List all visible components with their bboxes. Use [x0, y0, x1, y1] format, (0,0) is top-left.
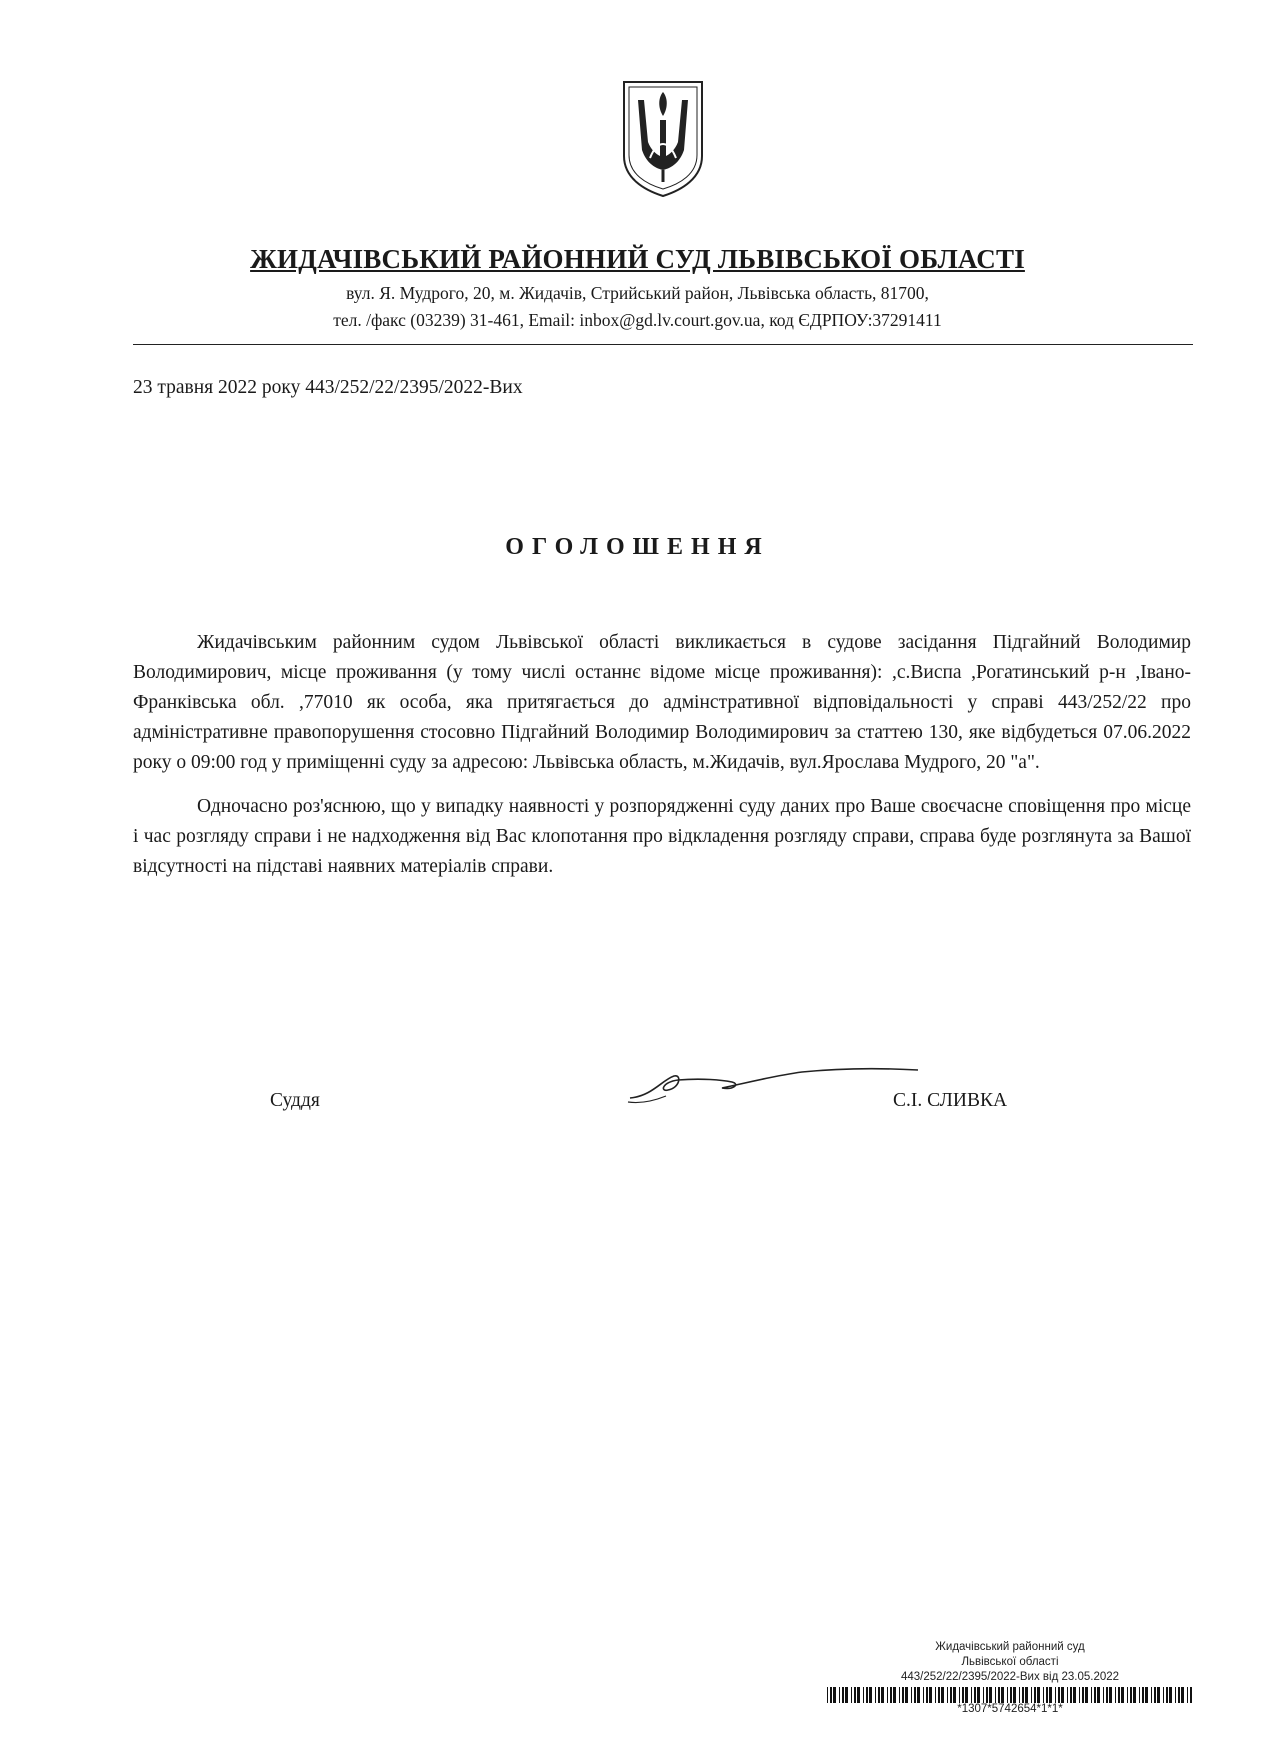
barcode-text: *1307*5742654*1*1*: [957, 1703, 1063, 1715]
judge-name: С.І. СЛИВКА: [893, 1090, 1008, 1111]
court-address: [0, 280, 1275, 334]
registration-stamp: [820, 1640, 1200, 1716]
document-date-and-number: 23 травня 2022 року 443/252/22/2395/2022-Вих: [133, 377, 523, 398]
trident-coat-of-arms-icon: [620, 78, 706, 198]
barcode-icon: [825, 1687, 1195, 1703]
judge-role-label: Суддя: [270, 1090, 320, 1111]
body-paragraph-explanation: Одночасно роз'яснюю, що у випадку наявності у розпорядженні суду даних про Ваше своєчасне сповіщення про місце і час розгляду справи і не надходження від Вас клопотання про відкладення розгляду справи, справа буде розглянута за Вашої відсутності на підставі наявних матеріалів справи.: [133, 796, 1191, 877]
handwritten-signature-icon: [622, 1058, 922, 1110]
court-address-line-1: вул. Я. Мудрого, 20, м. Жидачів, Стрийський район, Львівська область, 81700,: [346, 283, 929, 303]
court-address-line-2: тел. /факс (03239) 31-461, Email: inbox@gd.lv.court.gov.ua, код ЄДРПОУ:37291411: [333, 310, 942, 330]
header-divider: [133, 344, 1193, 345]
stamp-line-1: Жидачівський районний суд: [935, 1641, 1085, 1653]
stamp-line-2: Львівської області: [961, 1656, 1059, 1668]
stamp-line-3: 443/252/22/2395/2022-Вих від 23.05.2022: [900, 1671, 1120, 1683]
court-name: ЖИДАЧІВСЬКИЙ РАЙОННИЙ СУД ЛЬВІВСЬКОЇ ОБЛАСТІ: [250, 244, 1025, 274]
document-title: ОГОЛОШЕННЯ: [505, 534, 770, 560]
body-paragraph-summons: Жидачівським районним судом Львівської області викликається в судове засідання Підгайний Володимир Володимирович, місце проживання (у тому числі останнє відоме місце проживання): ,с.Виспа ,Рогатинський р-н ,Івано-Франківська обл. ,77010 як особа, яка притягається до адмінстративної відповідальності у справі 443/252/22 про адміністративне правопорушення стосовно Підгайний Володимир Володимирович за статтею 130, яке відбудеться 07.06.2022 року о 09:00 год у приміщенні суду за адресою: Львівська область, м.Жидачів, вул.Ярослава Мудрого, 20 "а".: [133, 632, 1191, 773]
document-body: [133, 628, 1191, 896]
